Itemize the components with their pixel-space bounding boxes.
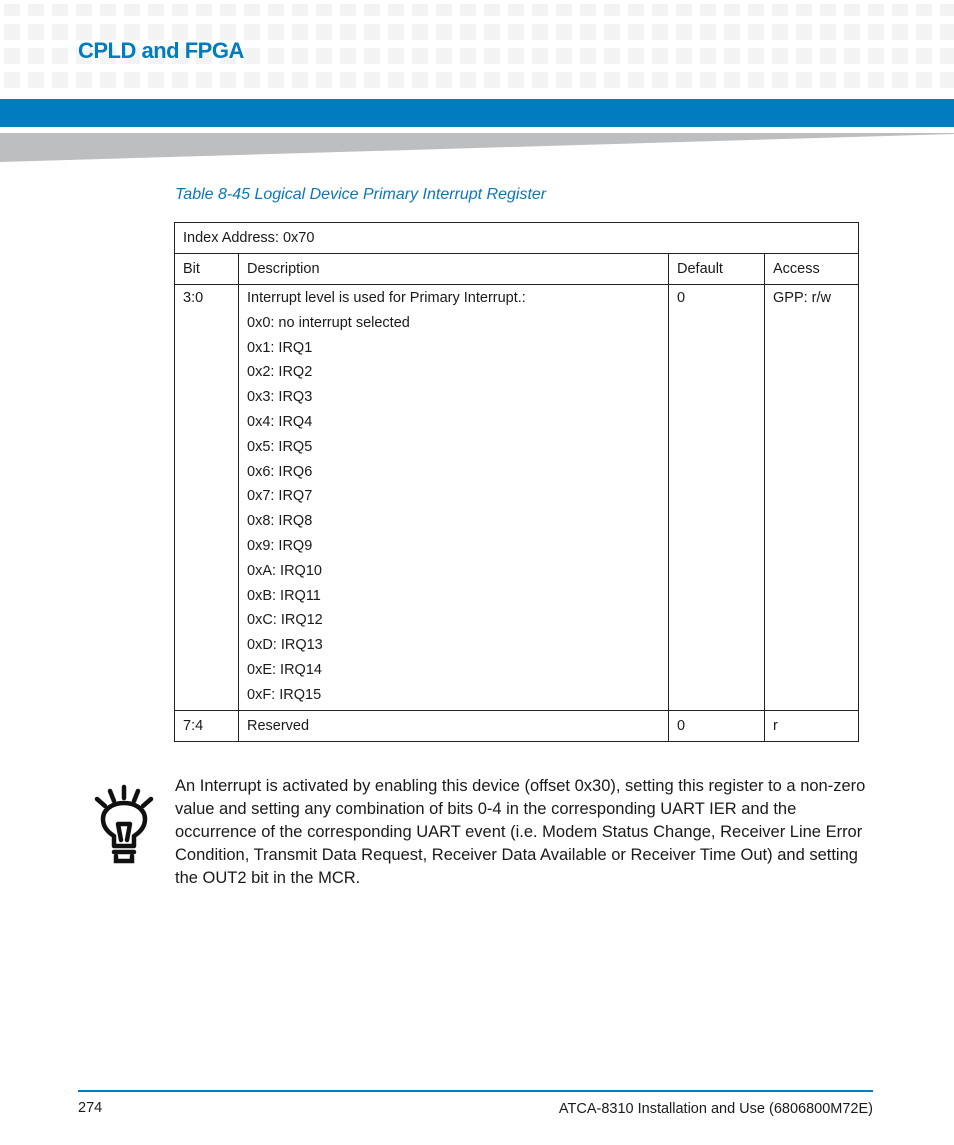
index-address: Index Address: 0x70 <box>175 223 859 254</box>
description-line: 0xB: IRQ11 <box>247 587 321 604</box>
default-cell: 0 <box>669 285 765 711</box>
bit-cell: 7:4 <box>175 710 239 741</box>
chapter-title: CPLD and FPGA <box>78 38 244 63</box>
default-cell: 0 <box>669 710 765 741</box>
page-number: 274 <box>78 1100 103 1116</box>
register-table <box>174 222 859 742</box>
description-line: 0x3: IRQ3 <box>247 389 313 406</box>
lightbulb-icon <box>92 784 156 866</box>
description-cell: Reserved <box>239 710 669 741</box>
description-line: 0x7: IRQ7 <box>247 488 313 505</box>
description-line: 0xD: IRQ13 <box>247 637 323 654</box>
header-row <box>175 254 859 285</box>
access-cell: r <box>765 710 859 741</box>
description-line: 0x6: IRQ6 <box>247 463 313 480</box>
header-blue-bar <box>0 99 954 127</box>
description-line: 0x5: IRQ5 <box>247 438 313 455</box>
header-gray-wedge <box>0 133 954 163</box>
description-line: 0xA: IRQ10 <box>247 562 322 579</box>
description-line: 0x1: IRQ1 <box>247 339 313 356</box>
col-header: Access <box>765 254 859 285</box>
note-text: An Interrupt is activated by enabling this device (offset 0x30), setting this register to a non-zero value and setting any combination of bits 0-4 in the corresponding UART IER and the occurrence of the corresponding UART event (i.e. Modem Status Change, Receiver Line Error Condition, Transmit Data Request, Receiver Data Available or Receiver Time Out) and setting the OUT2 bit in the MCR. <box>175 777 866 887</box>
col-header: Default <box>669 254 765 285</box>
description-line: 0x0: no interrupt selected <box>247 314 410 331</box>
description-line: Interrupt level is used for Primary Interrupt.: <box>247 290 526 306</box>
table-row <box>175 285 859 711</box>
description-line: 0xC: IRQ12 <box>247 612 323 629</box>
description-line: 0x4: IRQ4 <box>247 413 313 430</box>
table-caption: Table 8-45 Logical Device Primary Interrupt Register <box>175 186 547 203</box>
description-line: 0x8: IRQ8 <box>247 513 313 530</box>
bit-cell: 3:0 <box>175 285 239 711</box>
table-row <box>175 710 859 741</box>
description-line: 0xF: IRQ15 <box>247 686 322 703</box>
col-header: Description <box>239 254 669 285</box>
col-header: Bit <box>175 254 239 285</box>
description-cell <box>239 285 669 711</box>
description-line: 0x2: IRQ2 <box>247 364 313 381</box>
description-line: 0x9: IRQ9 <box>247 537 313 554</box>
access-cell: GPP: r/w <box>765 285 859 711</box>
document-title: ATCA-8310 Installation and Use (6806800M72E) <box>558 1101 873 1117</box>
description-line: 0xE: IRQ14 <box>247 661 322 678</box>
footer-rule <box>78 1090 873 1092</box>
index-row <box>175 223 859 254</box>
